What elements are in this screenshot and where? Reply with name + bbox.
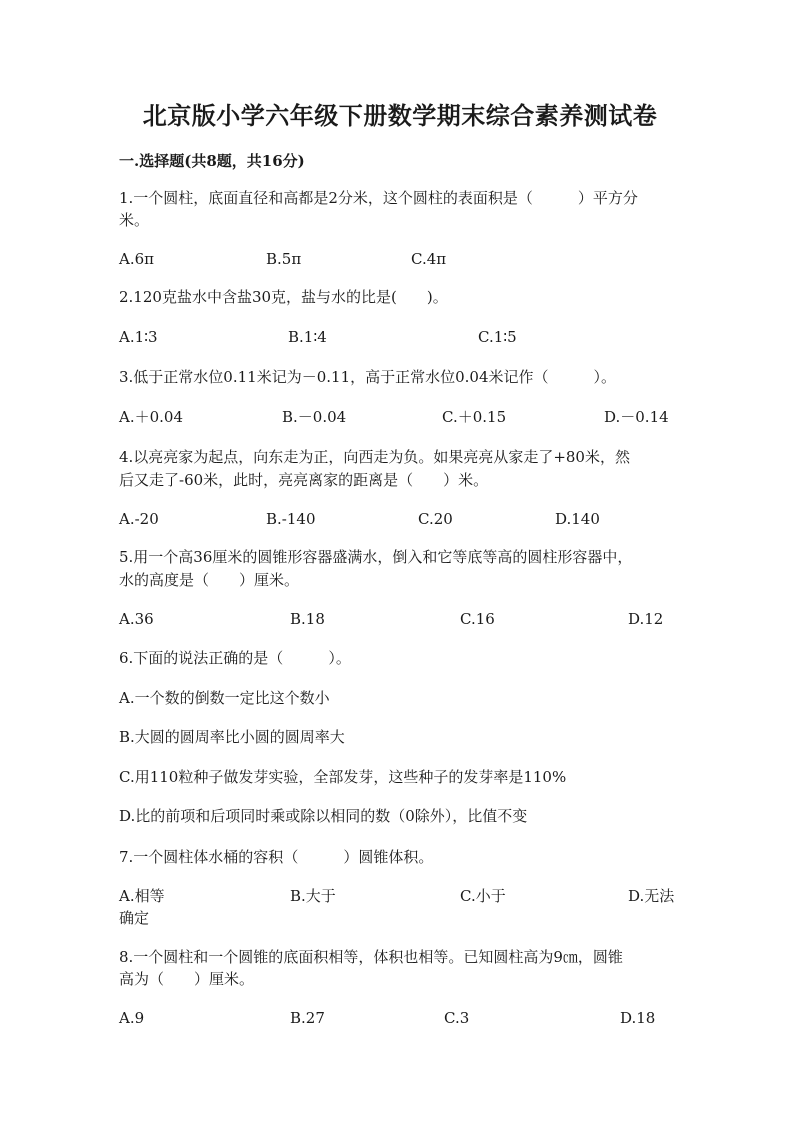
question-8-option-c: C.3	[444, 1009, 470, 1027]
question-7-option-c: C.小于	[460, 887, 506, 905]
question-5-option-b: B.18	[290, 610, 325, 628]
question-2-option-b: B.1∶4	[288, 328, 327, 346]
question-8-option-a: A.9	[119, 1009, 145, 1027]
question-4-option-d: D.140	[555, 510, 600, 528]
question-1-stem-line-1: 1.一个圆柱，底面直径和高都是2分米，这个圆柱的表面积是（ ）平方分	[119, 189, 638, 207]
question-2-option-a: A.1∶3	[119, 328, 158, 346]
question-8-stem-line-1: 8.一个圆柱和一个圆锥的底面积相等，体积也相等。已知圆柱高为9㎝，圆锥	[119, 948, 623, 966]
question-4-stem-line-2: 后又走了-60米，此时，亮亮离家的距离是（ ）米。	[119, 471, 489, 489]
question-7-option-d: D.无法	[628, 887, 675, 905]
question-4-stem-line-1: 4.以亮亮家为起点，向东走为正，向西走为负。如果亮亮从家走了+80米，然	[119, 448, 630, 466]
question-5-option-d: D.12	[628, 610, 664, 628]
question-2-stem-line-1: 2.120克盐水中含盐30克，盐与水的比是( )。	[119, 288, 448, 306]
question-5-option-a: A.36	[119, 610, 154, 628]
question-8-stem-line-2: 高为（ ）厘米。	[119, 970, 255, 988]
question-6-option-d: D.比的前项和后项同时乘或除以相同的数（0除外），比值不变	[119, 807, 528, 825]
question-6-option-c: C.用110粒种子做发芽实验，全部发芽，这些种子的发芽率是110%	[119, 768, 567, 786]
question-5-stem-line-1: 5.用一个高36厘米的圆锥形容器盛满水，倒入和它等底等高的圆柱形容器中，	[119, 548, 633, 566]
question-3-option-b: B.－0.04	[282, 408, 347, 426]
question-1-option-b: B.5π	[266, 250, 302, 268]
question-3-stem-line-1: 3.低于正常水位0.11米记为－0.11，高于正常水位0.04米记作（ ）。	[119, 368, 617, 386]
question-5-stem-line-2: 水的高度是（ ）厘米。	[119, 571, 300, 589]
question-7-stem-line-1: 7.一个圆柱体水桶的容积（ ）圆锥体积。	[119, 848, 434, 866]
question-7-option-a: A.相等	[119, 887, 165, 905]
question-7-option-b: B.大于	[290, 887, 336, 905]
question-1-option-c: C.4π	[411, 250, 447, 268]
question-7-option-d-continued: 确定	[119, 909, 150, 927]
question-2-option-c: C.1∶5	[478, 328, 517, 346]
page-title: 北京版小学六年级下册数学期末综合素养测试卷	[142, 101, 658, 130]
question-3-option-d: D.－0.14	[604, 408, 669, 426]
question-3-option-a: A.＋0.04	[119, 408, 183, 426]
question-1-stem-line-2: 米。	[119, 211, 150, 229]
question-5-option-c: C.16	[460, 610, 495, 628]
question-4-option-b: B.-140	[266, 510, 316, 528]
question-8-option-b: B.27	[290, 1009, 325, 1027]
section-heading: 一.选择题(共8题，共16分)	[119, 152, 305, 170]
question-3-option-c: C.＋0.15	[442, 408, 507, 426]
question-1-option-a: A.6π	[119, 250, 155, 268]
question-8-option-d: D.18	[620, 1009, 656, 1027]
question-6-option-a: A.一个数的倒数一定比这个数小	[119, 689, 330, 707]
question-6-option-b: B.大圆的圆周率比小圆的圆周率大	[119, 728, 345, 746]
question-4-option-a: A.-20	[119, 510, 159, 528]
question-6-stem-line-1: 6.下面的说法正确的是（ ）。	[119, 649, 351, 667]
question-4-option-c: C.20	[418, 510, 453, 528]
